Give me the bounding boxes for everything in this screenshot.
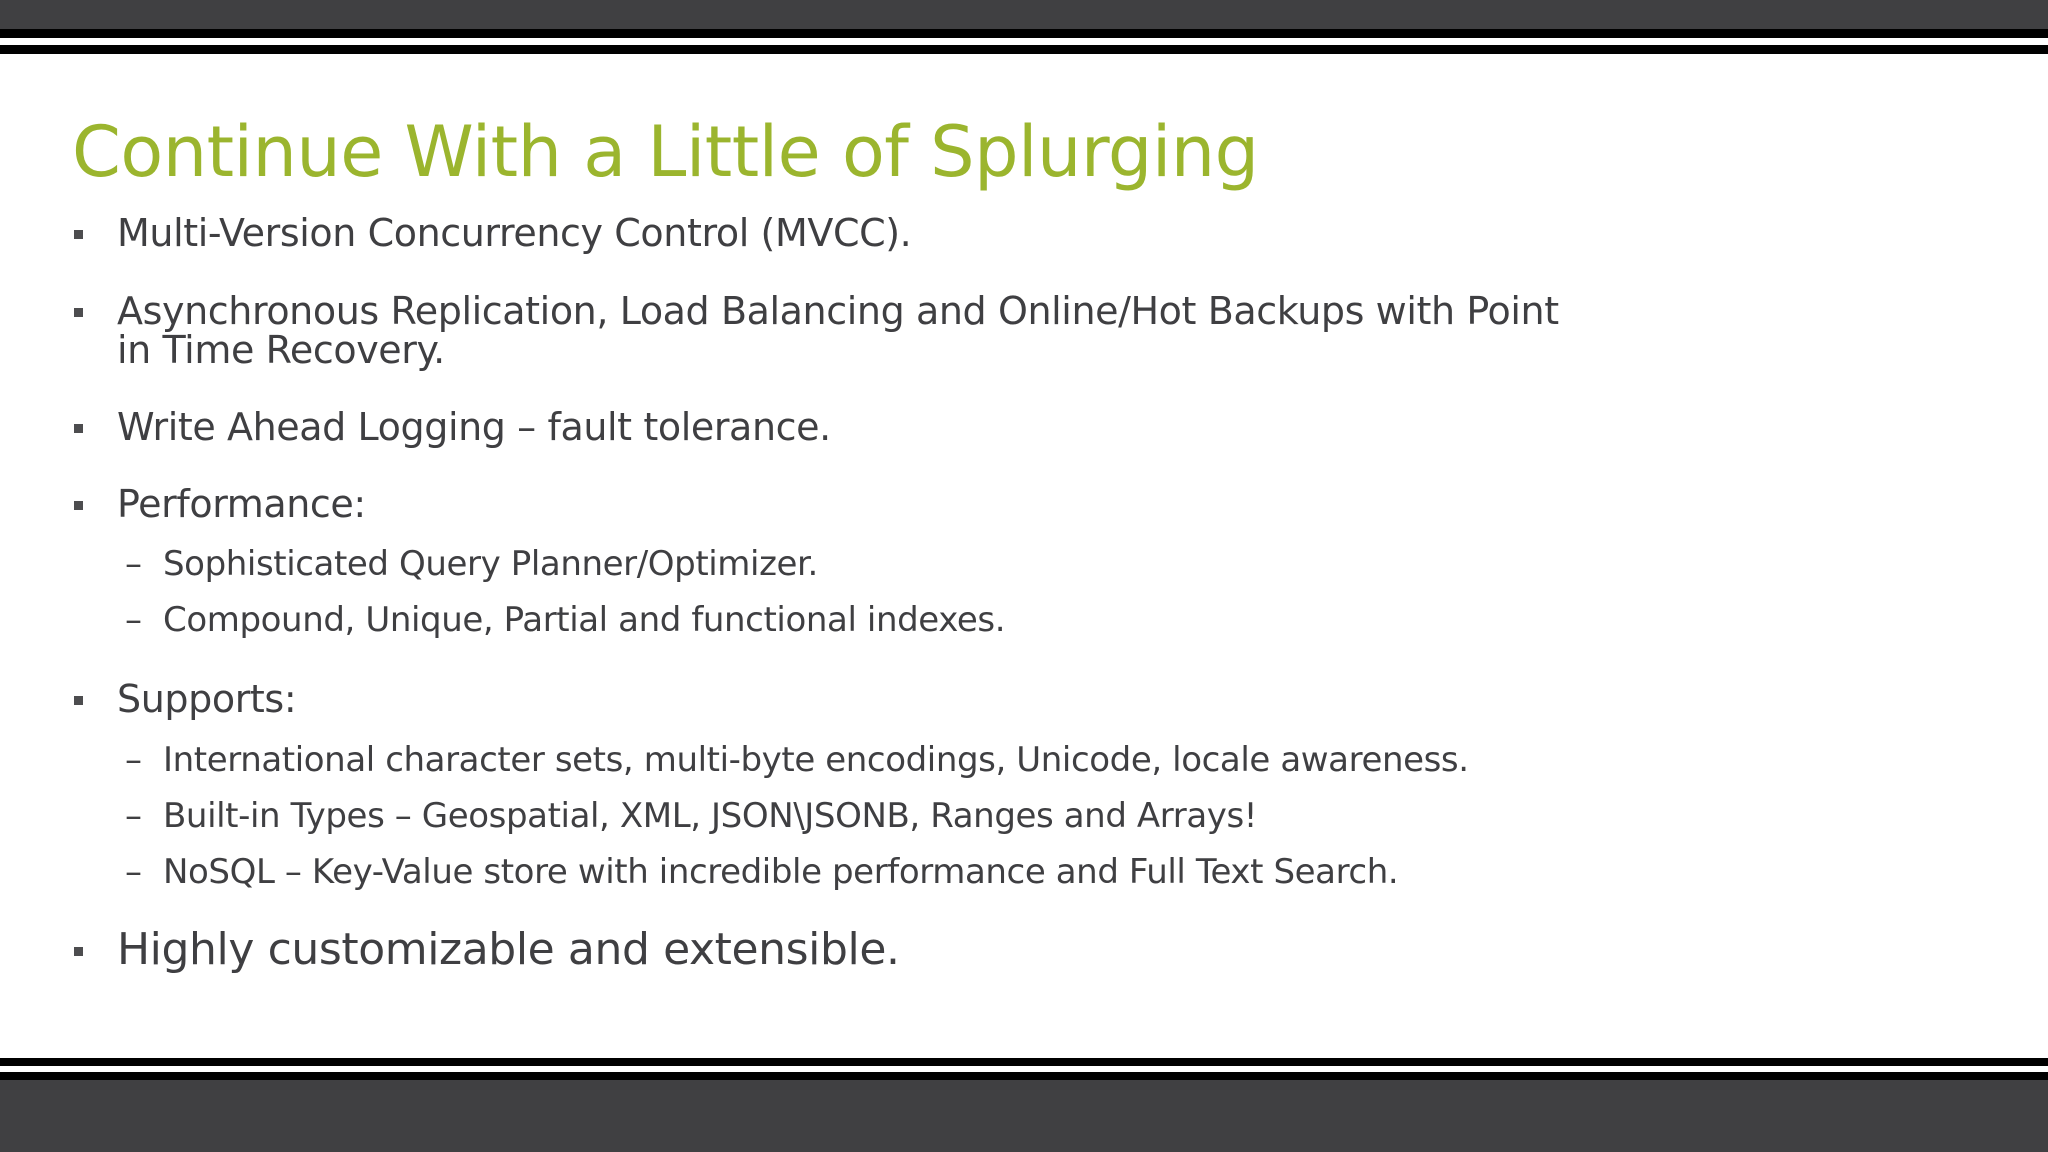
bullet-marker [74, 696, 83, 705]
sub-item-nosql: NoSQL – Key-Value store with incredible performance and Full Text Search. [163, 852, 1399, 892]
sub-item-builtin-types: Built-in Types – Geospatial, XML, JSON\JSONB, Ranges and Arrays! [163, 796, 1258, 836]
list-item-customizable: Highly customizable and extensible. [117, 924, 900, 975]
list-item-supports: Supports: [117, 677, 297, 721]
bullet-marker [74, 947, 83, 956]
bullet-marker [74, 424, 83, 433]
bottom-rule-secondary [0, 1072, 2048, 1080]
list-item-replication-line1: Asynchronous Replication, Load Balancing and Online/Hot Backups with Point [117, 289, 1559, 333]
sub-item-indexes: Compound, Unique, Partial and functional indexes. [163, 600, 1006, 640]
bullet-marker [74, 230, 83, 239]
bullet-marker [74, 308, 83, 317]
top-band [0, 0, 2048, 29]
list-item-mvcc: Multi-Version Concurrency Control (MVCC). [117, 211, 912, 255]
sub-dash-marker: – [125, 796, 142, 836]
list-item-performance: Performance: [117, 482, 366, 526]
sub-dash-marker: – [125, 852, 142, 892]
sub-dash-marker: – [125, 600, 142, 640]
sub-dash-marker: – [125, 740, 142, 780]
list-item-replication-line2: in Time Recovery. [117, 328, 445, 372]
bottom-band [0, 1080, 2048, 1152]
top-rule [0, 29, 2048, 38]
bottom-rule [0, 1058, 2048, 1066]
slide-title: Continue With a Little of Splurging [72, 111, 1259, 193]
list-item-wal: Write Ahead Logging – fault tolerance. [117, 405, 831, 449]
sub-item-query-planner: Sophisticated Query Planner/Optimizer. [163, 544, 818, 584]
sub-dash-marker: – [125, 544, 142, 584]
bullet-marker [74, 501, 83, 510]
top-rule-secondary [0, 45, 2048, 54]
sub-item-charsets: International character sets, multi-byte encodings, Unicode, locale awareness. [163, 740, 1469, 780]
